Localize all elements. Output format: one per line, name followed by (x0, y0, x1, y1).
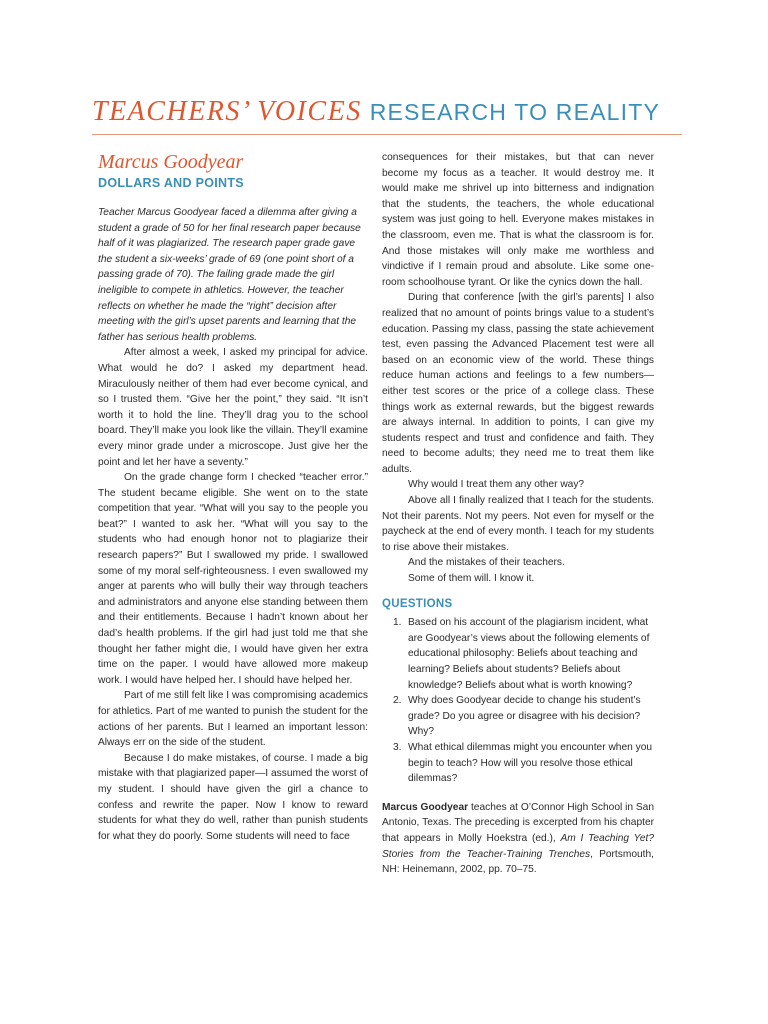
body-paragraph-2: On the grade change form I checked “teacher error.” The student became eligible. She went on to the state competition that year. “What will you say to the people you beat?” I wanted to ask her. “What will you say to the students who had enough honor not to plagiarize their research papers?” But I swallowed my pride. I swallowed some of my moral self-righteousness. I even swallowed my anger at parents who will bully their way through teachers and administrators and anyone else standing between them and their entitlements. Because I hadn’t known about her dad’s health problems. If the girl had just told me that she thought her father might die, I would have given her extra time on the paper. I would have allowed more makeup work. I would have helped her. I should have helped her. (98, 472, 368, 686)
article-author: Marcus Goodyear (98, 151, 244, 173)
body-paragraph-7: Above all I finally realized that I teach for the students. Not their parents. Not my peers. Not even for myself or the paycheck at the end of every month. I teach for my students to rise above their mistakes. (382, 495, 654, 553)
bio-name: Marcus Goodyear (382, 801, 469, 813)
body-paragraph-9: Some of them will. I know it. (408, 573, 535, 585)
section-subtitle: RESEARCH TO REALITY (369, 99, 661, 125)
bio-book-title: Am I Teaching Yet? Stories from the Teacher-Training Trenches (382, 832, 654, 860)
body-paragraph-4b: consequences for their mistakes, but that can never become my focus as a teacher. It would destroy me. It would make me shrivel up into bitterness and indignation that the students, the teachers, the whole educational system was just going to hell. Everyone makes mistakes in the classroom, even me. That is what the classroom is for. And those mistakes will only make me worthless and vindictive if I remain proud and absolute. Like some one-room schoolhouse tyrant. Or like the cynics down the hall. (382, 152, 654, 288)
question-item: 1. Based on his account of the plagiarism incident, what are Goodyear’s views about the following elements of educational philosophy: Beliefs about teaching and learning? Beliefs about students? Beliefs about knowledge? Beliefs about what is worth knowing? (393, 617, 650, 691)
article-title: DOLLARS AND POINTS (98, 176, 244, 190)
question-item: 3. What ethical dilemmas might you encounter when you begin to teach? How will you resolve those ethical dilemmas? (393, 741, 653, 785)
body-paragraph-5: During that conference [with the girl’s parents] I also realized that no amount of points brings value to a student’s education. Passing my class, passing the state achievement test, even passing the Advanced Placement test were all based on an economic view of the world. These things reduce human actions and feelings to a few numbers—either test scores or the price of a college class. These things work as external rewards, but the biggest rewards are always internal. In addition to points, I can give my students respect and trust and confidence and faith. They need to become adults; they need me to treat them like adults. (382, 292, 654, 475)
section-title: TEACHERS’ VOICES (92, 96, 362, 127)
page-header (92, 96, 680, 128)
header-rule (92, 134, 682, 135)
right-column (382, 150, 654, 888)
body-paragraph-8: And the mistakes of their teachers. (408, 557, 565, 569)
left-column (98, 150, 368, 844)
questions-list (382, 615, 654, 787)
author-bio: Marcus Goodyear teaches at O’Connor High School in San Antonio, Texas. The preceding is excerpted from his chapter that appears in Molly Hoekstra (ed.), Am I Teaching Yet? Stories from the Teacher-Training Trenches, Portsmouth, NH: Heinemann, 2002, pp. 70–75. (382, 801, 655, 876)
article-intro: Teacher Marcus Goodyear faced a dilemma after giving a student a grade of 50 for her final research paper because half of it was plagiarized. The research paper grade gave the student a six-weeks’ grade of 69 (one point short of a passing grade of 70). The failing grade made the girl ineligible to compete in athletics. However, the teacher reflects on whether he made the “right” decision after meeting with the girl’s upset parents and learning that the father has serious health problems. (98, 207, 361, 343)
question-item: 2. Why does Goodyear decide to change his student’s grade? Do you agree or disagree with his decision? Why? (393, 695, 641, 738)
body-paragraph-3: Part of me still felt like I was compromising academics for athletics. Part of me wanted to punish the student for the actions of her parents. But I learned an important lesson: Always err on the side of the student. (98, 690, 368, 749)
body-paragraph-6: Why would I treat them any other way? (408, 479, 585, 491)
body-paragraph-4a: Because I do make mistakes, of course. I made a big mistake with that plagiarized paper—I assumed the worst of my student. I should have given the girl a chance to confess and rewrite the paper. Now I know to reward students for what they do well, rather than punish students for what they do poorly. Some students will need to face (98, 752, 368, 842)
body-paragraph-1: After almost a week, I asked my principal for advice. What would he do? I asked my department head. Miraculously neither of them had ever become cynical, and so I trusted them. “Give her the point,” they said. “It isn’t worth it to hold the line. They’ll drag you to the school board. They’ll make you look like the villain. They’ll examine every minor grade under a microscope. Just give her the point and let her have a seventy.” (98, 347, 368, 468)
questions-heading: QUESTIONS (382, 597, 453, 610)
